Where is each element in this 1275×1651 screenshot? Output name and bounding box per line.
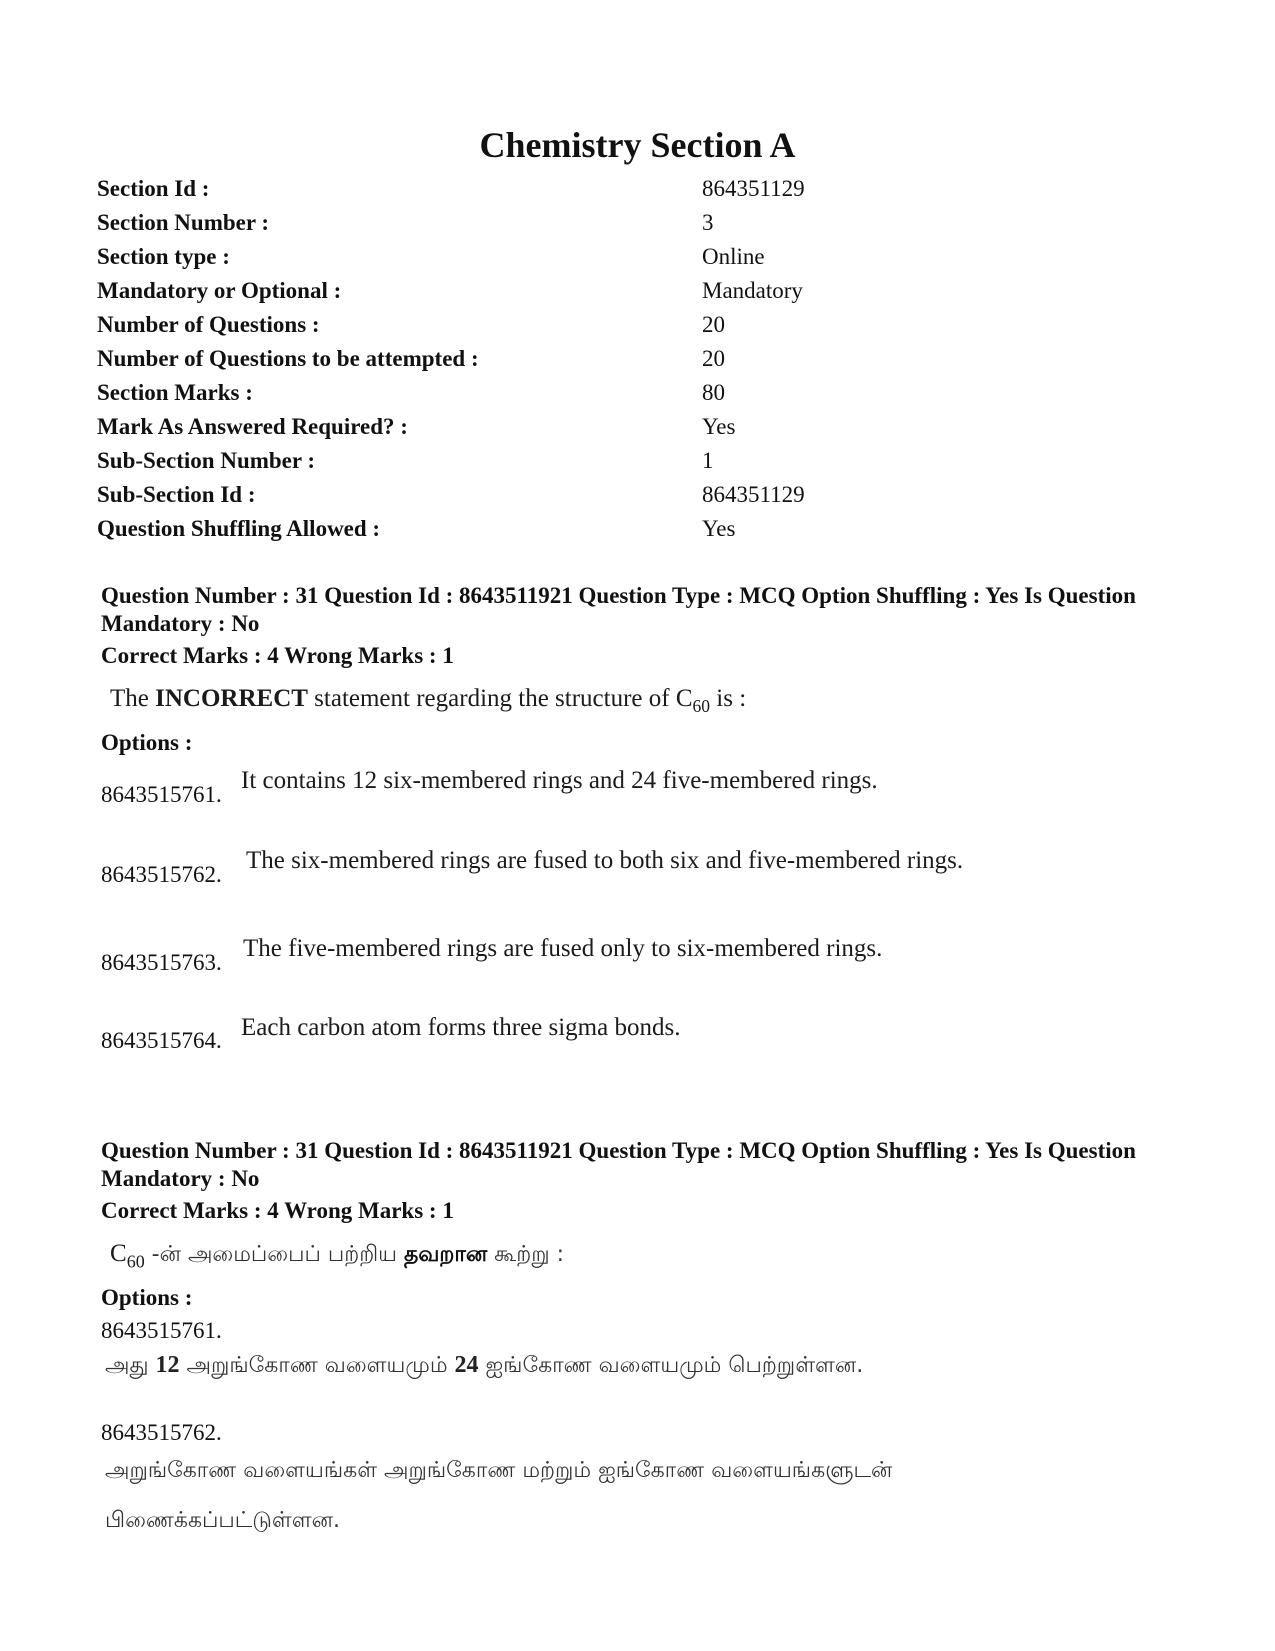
meta-row — [97, 240, 1097, 274]
option-id: 8643515761. — [101, 782, 222, 807]
stem-text: statement regarding the structure of C — [307, 685, 693, 712]
meta-label: Sub-Section Id : — [97, 482, 256, 507]
meta-value: 3 — [702, 210, 714, 235]
option-text — [105, 1340, 1125, 1391]
option-text-part: அது — [105, 1353, 156, 1378]
meta-row — [97, 478, 1097, 512]
question-header-ta: Question Number : 31 Question Id : 8643511921 Question Type : MCQ Option Shuffling : Yes Is Question Mandatory : No — [101, 1138, 1136, 1191]
meta-row — [97, 410, 1097, 444]
meta-value: 80 — [702, 380, 725, 405]
option-id: 8643515764. — [101, 1028, 222, 1053]
option-text: The six-membered rings are fused to both six and five-membered rings. — [246, 847, 964, 874]
option-text: It contains 12 six-membered rings and 24 five-membered rings. — [241, 767, 878, 794]
stem-text: The — [110, 685, 156, 712]
meta-label: Number of Questions to be attempted : — [97, 346, 479, 371]
stem-text: -ன் அமைப்பைப் பற்றிய — [144, 1242, 404, 1267]
stem-emphasis: INCORRECT — [155, 685, 308, 712]
stem-text: கூற்று : — [487, 1242, 564, 1267]
meta-row — [97, 172, 1097, 206]
section-metadata — [97, 172, 1097, 546]
meta-label: Mandatory or Optional : — [97, 278, 342, 303]
option-text-part: அறுங்கோண வளையமும் — [179, 1353, 455, 1378]
meta-row — [97, 274, 1097, 308]
stem-subscript: 60 — [126, 1251, 145, 1272]
option-id: 8643515762. — [101, 1420, 222, 1445]
stem-emphasis: தவறான — [403, 1242, 488, 1267]
meta-label: Number of Questions : — [97, 312, 320, 337]
meta-row — [97, 376, 1097, 410]
option-text: The five-membered rings are fused only to six-membered rings. — [243, 935, 883, 962]
meta-label: Section Marks : — [97, 380, 253, 405]
stem-text: is : — [710, 685, 747, 712]
meta-value: 1 — [702, 448, 714, 473]
option-id: 8643515761. — [101, 1318, 222, 1343]
meta-row — [97, 512, 1097, 546]
meta-value: Online — [702, 244, 765, 269]
meta-row — [97, 444, 1097, 478]
stem-formula: C — [110, 1240, 127, 1267]
meta-value: Mandatory — [702, 278, 803, 303]
option-text-part: ஐங்கோண வளையமும் பெற்றுள்ளன. — [478, 1353, 864, 1378]
meta-value: 864351129 — [702, 176, 805, 201]
meta-value: Yes — [702, 516, 736, 541]
question-stem-ta — [110, 1240, 564, 1270]
meta-label: Mark As Answered Required? : — [97, 414, 408, 439]
option-text: அறுங்கோண வளையங்கள் அறுங்கோண மற்றும் ஐங்கோண வளையங்களுடன் பிணைக்கப்பட்டுள்ளன. — [105, 1458, 893, 1533]
stem-subscript: 60 — [692, 696, 711, 717]
options-label-ta: Options : — [101, 1285, 193, 1310]
meta-label: Question Shuffling Allowed : — [97, 516, 381, 541]
question-marks-en: Correct Marks : 4 Wrong Marks : 1 — [101, 643, 454, 668]
meta-label: Section type : — [97, 244, 230, 269]
meta-label: Section Id : — [97, 176, 210, 201]
question-marks-ta: Correct Marks : 4 Wrong Marks : 1 — [101, 1198, 454, 1223]
option-text: Each carbon atom forms three sigma bonds. — [241, 1014, 681, 1041]
meta-row — [97, 342, 1097, 376]
question-stem-en — [110, 685, 747, 717]
meta-row — [97, 206, 1097, 240]
meta-value: 20 — [702, 312, 725, 337]
option-id: 8643515762. — [101, 862, 222, 887]
meta-value: Yes — [702, 414, 736, 439]
question-header-en: Question Number : 31 Question Id : 8643511921 Question Type : MCQ Option Shuffling : Yes Is Question Mandatory : No — [101, 583, 1136, 636]
option-id: 8643515763. — [101, 950, 222, 975]
meta-value: 864351129 — [702, 482, 805, 507]
meta-label: Sub-Section Number : — [97, 448, 316, 473]
options-label-en: Options : — [101, 730, 193, 755]
section-title: Chemistry Section A — [479, 125, 796, 165]
meta-value: 20 — [702, 346, 725, 371]
meta-label: Section Number : — [97, 210, 270, 235]
meta-row — [97, 308, 1097, 342]
option-number: 24 — [454, 1352, 479, 1378]
option-number: 12 — [155, 1352, 180, 1378]
